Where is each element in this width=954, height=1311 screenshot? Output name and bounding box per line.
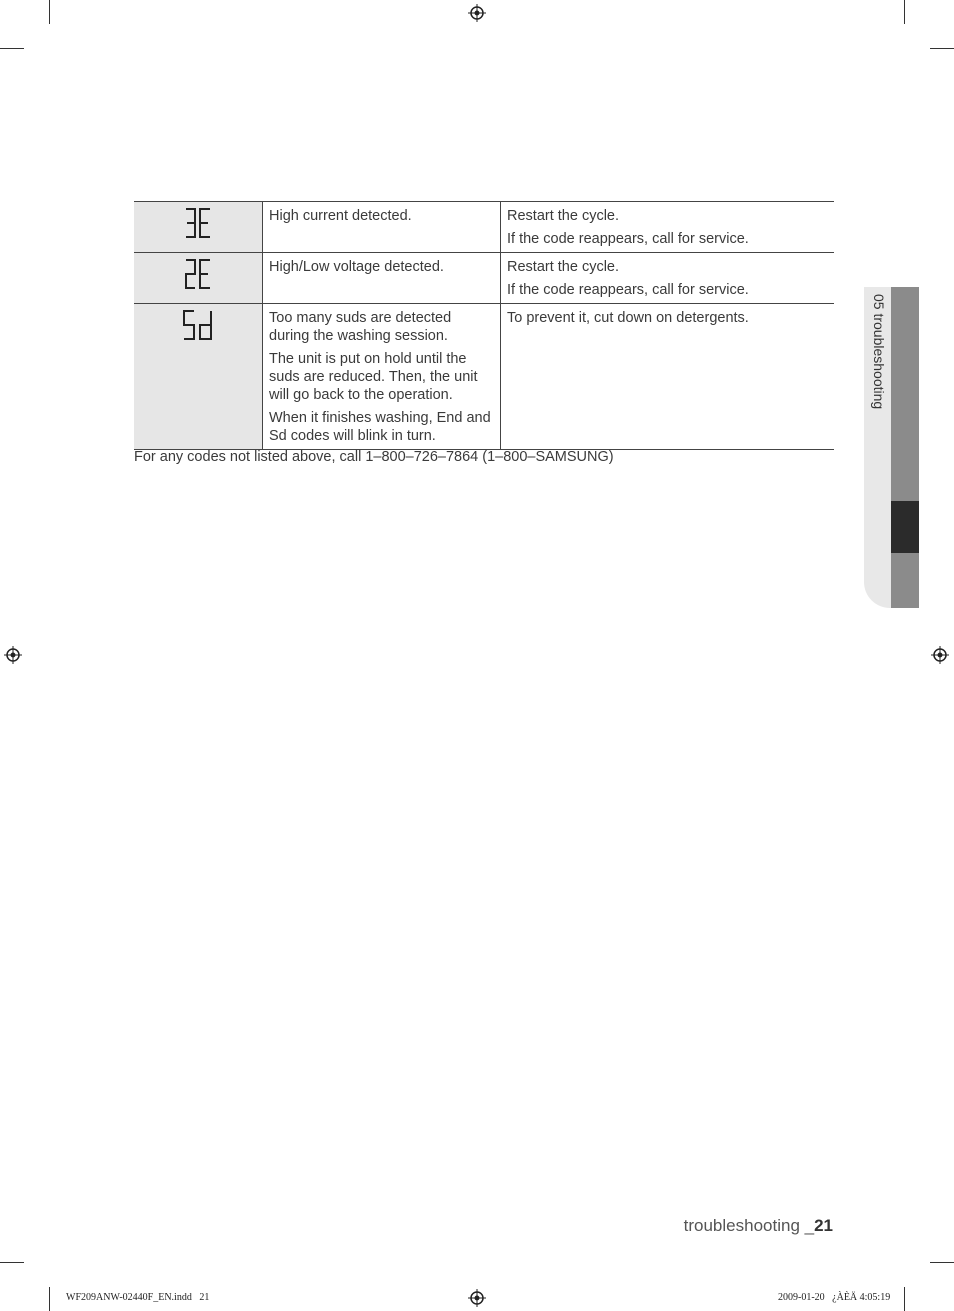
segment-display-Sd-icon <box>182 309 214 341</box>
description-text: When it finishes washing, End and Sd codes will blink in turn. <box>269 410 491 444</box>
registration-mark-icon <box>468 1289 486 1307</box>
crop-mark <box>904 1287 905 1311</box>
chapter-tab-label: 05 troubleshooting <box>871 294 887 410</box>
description-text: Too many suds are detected during the washing session. <box>269 310 452 344</box>
solution-text: If the code reappears, call for service. <box>507 231 749 247</box>
slug-file: WF209ANW-02440F_EN.indd 21 <box>66 1292 210 1303</box>
page-number: 21 <box>814 1216 833 1235</box>
code-cell <box>134 304 263 450</box>
description-cell <box>263 202 501 253</box>
table-row <box>134 202 834 253</box>
crop-mark <box>0 1262 24 1263</box>
description-cell <box>263 304 501 450</box>
description-text: The unit is put on hold until the suds are reduced. Then, the unit will go back to the operation. <box>269 351 478 403</box>
registration-mark-icon <box>468 4 486 22</box>
solution-cell <box>501 253 835 304</box>
description-text: High current detected. <box>269 208 412 224</box>
code-cell <box>134 253 263 304</box>
page-footer <box>684 1216 833 1236</box>
registration-mark-icon <box>4 646 22 664</box>
segment-display-3E-icon <box>184 207 212 239</box>
table-row <box>134 253 834 304</box>
chapter-tab-marker <box>891 501 919 553</box>
description-cell <box>263 253 501 304</box>
solution-text: Restart the cycle. <box>507 259 620 275</box>
table-row <box>134 304 834 450</box>
crop-mark <box>49 0 50 24</box>
solution-cell <box>501 202 835 253</box>
crop-mark <box>49 1287 50 1311</box>
chapter-tab-bar <box>891 287 919 608</box>
solution-text: Restart the cycle. <box>507 208 620 224</box>
crop-mark <box>0 48 24 49</box>
crop-mark <box>904 0 905 24</box>
error-code-table <box>134 201 834 450</box>
registration-mark-icon <box>931 646 949 664</box>
service-note: For any codes not listed above, call 1–800–726–7864 (1–800–SAMSUNG) <box>134 449 614 465</box>
solution-text: To prevent it, cut down on detergents. <box>507 310 749 326</box>
crop-mark <box>930 1262 954 1263</box>
segment-display-2E-icon <box>184 258 212 290</box>
code-cell <box>134 202 263 253</box>
description-text: High/Low voltage detected. <box>269 259 444 275</box>
crop-mark <box>930 48 954 49</box>
solution-text: If the code reappears, call for service. <box>507 282 749 298</box>
slug-date: 2009-01-20 ¿ÀÈÄ 4:05:19 <box>778 1292 891 1303</box>
solution-cell <box>501 304 835 450</box>
footer-section: troubleshooting _ <box>683 1216 815 1235</box>
